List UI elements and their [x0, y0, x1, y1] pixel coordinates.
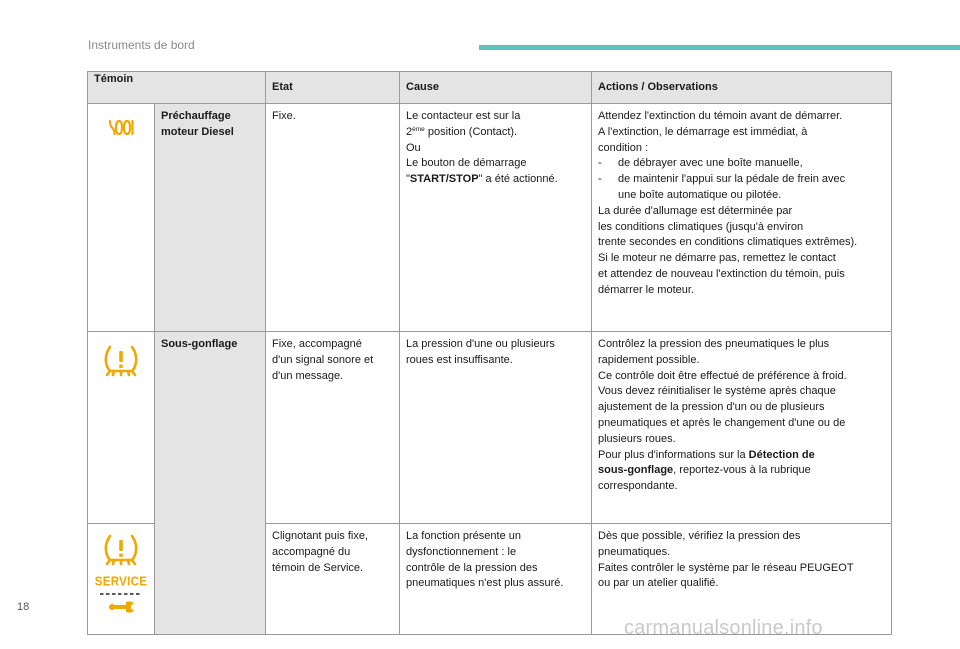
- column-header-cause: Cause: [400, 72, 592, 104]
- icon-cell: [88, 332, 155, 524]
- column-header-temoin: Témoin: [88, 72, 266, 104]
- cause-line: dysfonctionnement : le: [406, 545, 517, 558]
- list-item: - de maintenir l'appui sur la pédale de frein avec une boîte automatique ou pilotée.: [598, 173, 846, 201]
- cause-line: La fonction présente un: [406, 530, 521, 542]
- etat-text: Fixe.: [272, 110, 296, 122]
- tire-pressure-icon: [103, 533, 139, 567]
- action-line: Attendez l'extinction du témoin avant de démarrer.: [598, 110, 843, 122]
- column-header-etat: Etat: [266, 72, 400, 104]
- action-line: condition :: [598, 141, 649, 154]
- cross-reference-link: sous-gonflage: [598, 464, 674, 477]
- cause-line: contrôle de la pression des: [406, 561, 538, 574]
- action-line: Si le moteur ne démarre pas, remettez le contact: [598, 252, 836, 265]
- action-line: Faites contrôler le système par le réseau PEUGEOT: [598, 561, 854, 574]
- etat-line: Fixe, accompagné: [272, 338, 362, 350]
- cause-line: 2ème position (Contact).: [406, 125, 518, 138]
- cause-cell: [400, 524, 592, 635]
- etat-cell: [266, 524, 400, 635]
- action-line: et attendez de nouveau l'extinction du témoin, puis: [598, 267, 845, 280]
- cause-line: Ou: [406, 141, 421, 154]
- action-line: Contrôlez la pression des pneumatiques le plus: [598, 338, 830, 350]
- icon-cell: [88, 104, 155, 332]
- warning-name-cell: [155, 332, 266, 635]
- action-line: Dès que possible, vérifiez la pression des: [598, 530, 801, 542]
- list-item: - de débrayer avec une boîte manuelle,: [598, 157, 803, 170]
- action-line: plusieurs roues.: [598, 432, 676, 445]
- cause-line: "START/STOP" a été actionné.: [406, 173, 558, 186]
- page-number: 18: [17, 601, 30, 613]
- header-accent-bar: [479, 45, 960, 50]
- section-title: Instruments de bord: [88, 38, 195, 52]
- warning-name-line: Préchauffage: [161, 110, 231, 122]
- action-line: démarrer le moteur.: [598, 283, 694, 296]
- service-label: SERVICE: [94, 574, 148, 589]
- etat-line: accompagné du: [272, 545, 351, 558]
- action-line: sous-gonflage, reportez-vous à la rubrique: [598, 464, 811, 477]
- cause-line: La pression d'une ou plusieurs: [406, 338, 555, 350]
- warning-name-line: Sous-gonflage: [161, 338, 238, 350]
- etat-cell: [266, 332, 400, 524]
- column-header-actions: Actions / Observations: [592, 72, 892, 104]
- etat-line: témoin de Service.: [272, 561, 364, 574]
- table-header-row: [88, 72, 892, 104]
- warning-name-line: moteur Diesel: [161, 125, 234, 138]
- tire-pressure-icon: [103, 344, 139, 378]
- cause-line: roues est insuffisante.: [406, 353, 513, 366]
- watermark: carmanualsonline.info: [624, 617, 823, 639]
- warning-lights-table: [87, 71, 892, 635]
- action-line: pneumatiques.: [598, 545, 671, 558]
- action-line: correspondante.: [598, 480, 678, 493]
- action-line: Vous devez réinitialiser le système après chaque: [598, 385, 836, 398]
- action-line: rapidement possible.: [598, 353, 700, 366]
- warning-name-cell: [155, 104, 266, 332]
- table-row: [88, 332, 892, 524]
- cause-line: Le contacteur est sur la: [406, 110, 521, 122]
- cause-line: Le bouton de démarrage: [406, 157, 527, 170]
- etat-line: Clignotant puis fixe,: [272, 530, 368, 542]
- etat-line: d'un message.: [272, 369, 344, 382]
- cause-line: pneumatiques n'est plus assuré.: [406, 577, 564, 590]
- glow-plug-icon: [108, 118, 134, 136]
- action-line: pneumatiques et après le changement d'une ou de: [598, 416, 846, 429]
- action-line: La durée d'allumage est déterminée par: [598, 204, 793, 217]
- etat-line: d'un signal sonore et: [272, 353, 374, 366]
- wrench-icon: [98, 591, 144, 613]
- action-line: ajustement de la pression d'un ou de plusieurs: [598, 401, 825, 414]
- cause-cell: [400, 104, 592, 332]
- etat-cell: [266, 104, 400, 332]
- start-stop-label: START/STOP: [409, 173, 479, 186]
- action-line: Pour plus d'informations sur la Détection de: [598, 448, 815, 461]
- icon-cell: [88, 524, 155, 635]
- action-line: A l'extinction, le démarrage est immédiat, à: [598, 125, 808, 138]
- actions-cell: [592, 332, 892, 524]
- action-line: trente secondes en conditions climatiques extrêmes).: [598, 236, 858, 249]
- action-line: les conditions climatiques (jusqu'à environ: [598, 220, 804, 233]
- cause-cell: [400, 332, 592, 524]
- action-line: ou par un atelier qualifié.: [598, 577, 719, 590]
- actions-cell: [592, 104, 892, 332]
- action-line: Ce contrôle doit être effectué de préférence à froid.: [598, 369, 847, 382]
- table-row: [88, 104, 892, 332]
- cross-reference-link: Détection de: [748, 448, 815, 461]
